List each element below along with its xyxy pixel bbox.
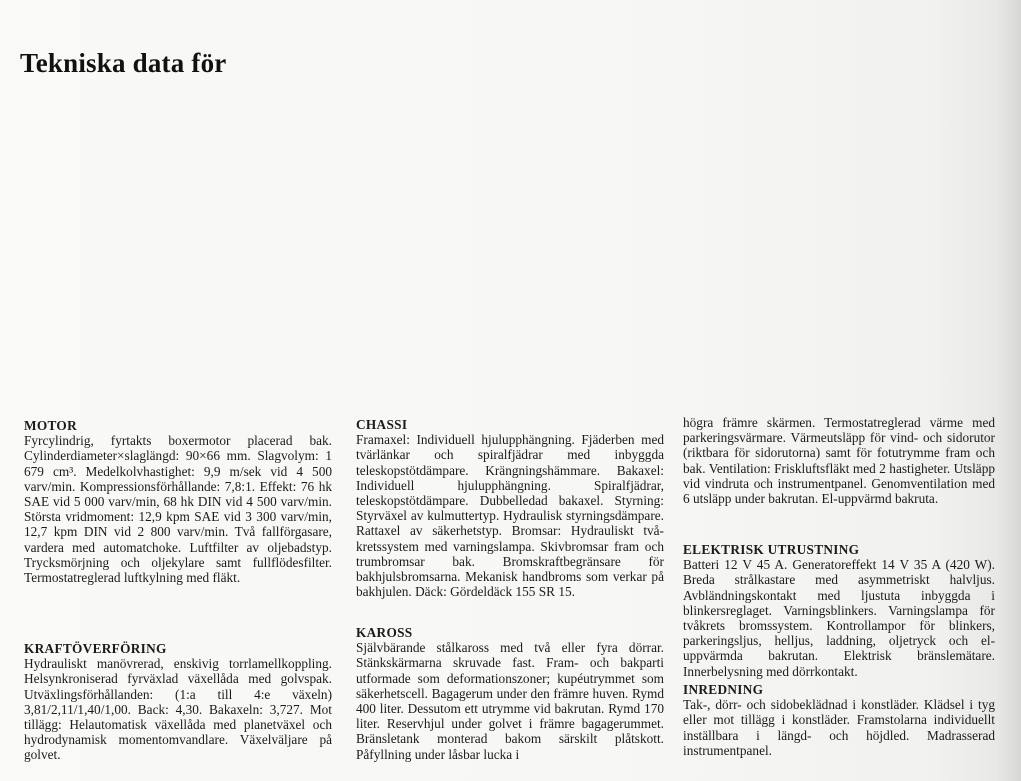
section-text-kaross: Självbärande stålkaross med två eller fyra dörrar. Stänkskärmarna skruvade fast. Fram- och bakparti utformade som deformationszoner; kupéutrymmet som säkerhetscell. Bagagerum under den främre huven. Rymd 400 liter. Dessutom ett utrymme vid bakrutan. Rymd 170 liter. Reservhjul under golvet i främre bagagerummet. Bränsletank monterad bakom särskilt plåtskott. Påfyllning under låsbar lucka i [356, 640, 664, 762]
section-inredning [683, 682, 995, 758]
section-kaross [356, 625, 664, 762]
section-chassi [356, 417, 664, 599]
section-text-chassi: Framaxel: Individuell hjulupphängning. Fjäderben med tvärlänkar och spiralfjädrar med inbyggda teleskopstötdämpare. Krängningshämmare. Bakaxel: Individuell hjulupphängning. Spiralfjädrar, teleskopstötdämpare. Dubbelledad bakaxel. Styrning: Styrväxel av kulmuttertyp. Hydraulisk styrningsdämpare. Rattaxel av säkerhetstyp. Bromsar: Hydrauliskt två-kretssystem med varningslampa. Skivbromsar fram och trumbromsar bak. Bromskraftbegränsare för bakhjulsbromsarna. Mekanisk handbroms som verkar på bakhjulen. Däck: Gördeldäck 155 SR 15. [356, 432, 664, 600]
section-heading-chassi: CHASSI [356, 417, 408, 432]
section-kaross-continued [683, 415, 995, 506]
section-kraftoverforing [24, 641, 332, 763]
section-text-inredning: Tak-, dörr- och sidobeklädnad i konstläder. Klädsel i tyg eller mot tillägg i konstläder. Framstolarna individuellt inställbara i längd- och höjdled. Madrasserad instrumentpanel. [683, 697, 995, 758]
section-text-elektrisk-utrustning: Batteri 12 V 45 A. Generatoreffekt 14 V 35 A (420 W). Breda strålkastare med asymmetriskt halvljus. Avbländningskontakt med ljustuta inbyggda i blinkersreglaget. Varningsblinkers. Varningslampa för tvåkrets bromssystem. Kontrollampor för blinkers, parkeringsljus, helljus, laddning, oljetryck och el-uppvärmda bakrutan. Elektrisk bränslemätare. Innerbelysning med dörrkontakt. [683, 557, 995, 679]
section-elektrisk-utrustning [683, 542, 995, 679]
section-heading-inredning: INREDNING [683, 682, 764, 697]
section-motor [24, 418, 332, 585]
section-text-kraftoverforing: Hydrauliskt manövrerad, enskivig torrlamellkoppling. Helsynkroniserad fyrväxlad växellåda med golvspak. Utväxlingsförhållanden: (1:a till 4:e växeln) 3,81/2,11/1,40/1,00. Back: 4,30. Bakaxeln: 3,727. Mot tillägg: Helautomatisk växellåda med planetväxel och hydrodynamisk momentomvandlare. Växelväljare på golvet. [24, 656, 332, 763]
page-edge-shadow [997, 0, 1021, 781]
section-heading-kaross: KAROSS [356, 625, 413, 640]
section-heading-elektrisk-utrustning: ELEKTRISK UTRUSTNING [683, 542, 860, 557]
section-heading-motor: MOTOR [24, 418, 77, 433]
section-heading-kraftoverforing: KRAFTÖVERFÖRING [24, 641, 167, 656]
section-text-motor: Fyrcylindrig, fyrtakts boxermotor placerad bak. Cylinderdiameter×slaglängd: 90×66 mm. Slagvolym: 1 679 cm³. Medelkolvhastighet: 9,9 m/sek vid 4 500 varv/min. Kompressionsförhållande: 7,8:1. Effekt: 76 hk SAE vid 5 000 varv/min, 68 hk DIN vid 4 500 varv/min. Största vridmoment: 12,9 kpm SAE vid 3 300 varv/min, 12,7 kpm DIN vid 2 800 varv/min. Två fallförgasare, vardera med automatchoke. Luftfilter av oljebadstyp. Trycksmörjning och oljekylare samt fullflödesfilter. Termostatreglerad luftkylning med fläkt. [24, 433, 332, 586]
page-title: Tekniska data för [20, 48, 227, 78]
section-text-kaross-continued: högra främre skärmen. Termostatreglerad värme med parkeringsvärmare. Värmeutsläpp för vind- och sidorutor (riktbara för sidorutorna) samt för fotutrymme fram och bak. Ventilation: Friskluftsfläkt med 2 hastigheter. Utsläpp vid vindruta och instrumentpanel. Genomventilation med 6 utsläpp under bakrutan. El-uppvärmd bakruta. [683, 415, 995, 507]
